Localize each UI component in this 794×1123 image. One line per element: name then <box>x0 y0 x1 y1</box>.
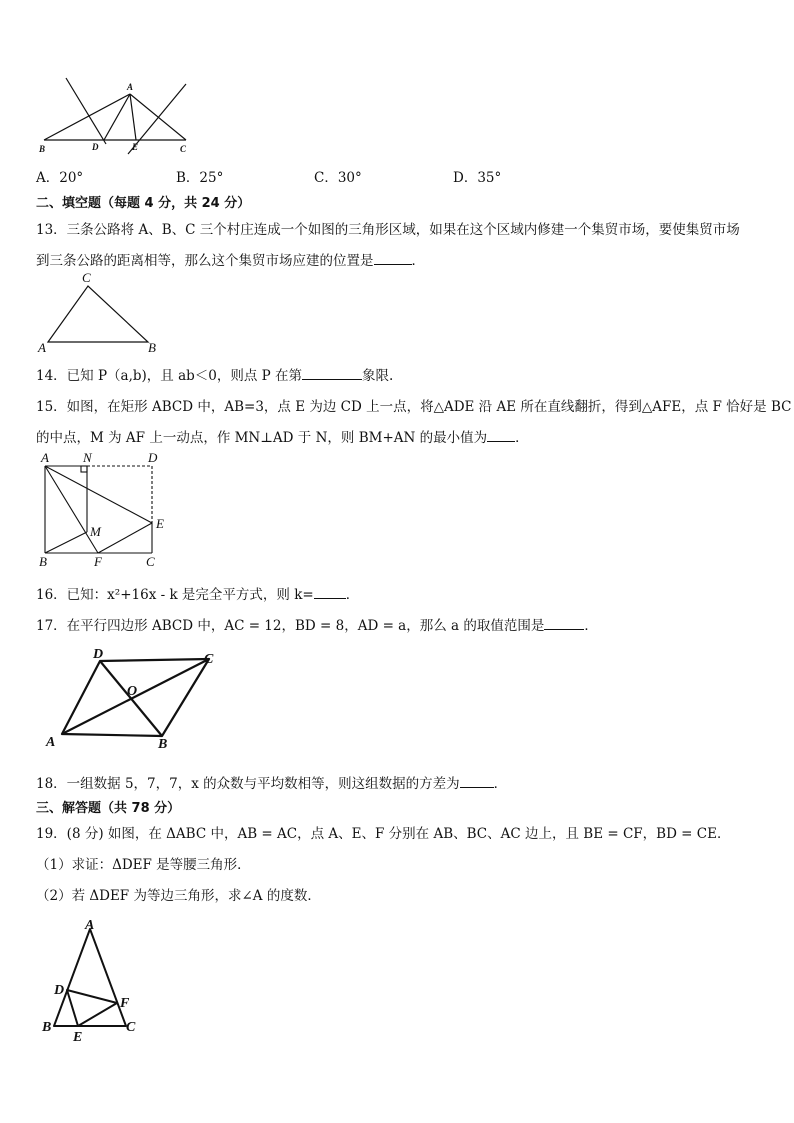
label-N: N <box>83 450 92 465</box>
q12-option-a: A．20° <box>36 170 84 186</box>
q15-line2 <box>36 426 529 446</box>
label-B: B <box>148 340 156 355</box>
label-F: F <box>120 996 130 1011</box>
label-O: O <box>127 684 138 699</box>
q12-option-c: C．30° <box>314 170 362 186</box>
q18-blank <box>460 773 494 788</box>
label-E: E <box>132 142 139 152</box>
label-A: A <box>127 82 134 92</box>
q18-end: ． <box>493 776 508 792</box>
label-B: B <box>39 554 47 569</box>
section-2-heading: 二、填空题（每题 4 分，共 24 分） <box>36 196 251 211</box>
label-C: C <box>204 652 214 667</box>
q14-line <box>36 364 393 384</box>
label-C: C <box>126 1020 136 1035</box>
q13-line2 <box>36 249 425 269</box>
label-C: C <box>146 554 155 569</box>
figure-q17 <box>40 645 230 755</box>
q13-text: 到三条公路的距离相等，那么这个集贸市场应建的位置是 <box>36 253 374 269</box>
q19-part2: （2）若 ΔDEF 为等边三角形，求∠A 的度数． <box>36 888 321 904</box>
q14-end: 象限. <box>362 368 394 384</box>
figure-q13 <box>36 272 166 354</box>
q15-end: ． <box>515 430 529 446</box>
label-D: D <box>92 142 99 152</box>
q16-text: 16．已知：x²+16x - k 是完全平方式，则 k= <box>36 587 314 603</box>
label-E: E <box>156 516 164 531</box>
label-B: B <box>42 1020 52 1035</box>
label-D: D <box>93 647 104 662</box>
q13-end: ． <box>411 253 425 269</box>
q14-blank <box>302 365 362 380</box>
q15-line1: 15．如图，在矩形 ABCD 中，AB=3，点 E 为边 CD 上一点，将△ADE 沿 AE 所在直线翻折，得到△AFE，点 F 恰好是 BC <box>36 399 792 415</box>
q18-text: 18．一组数据 5，7，7，x 的众数与平均数相等，则这组数据的方差为 <box>36 776 460 792</box>
q16-line <box>36 583 359 603</box>
q16-blank <box>314 584 346 599</box>
q14-text: 14．已知 P（a,b)，且 ab＜0，则点 P 在第 <box>36 368 303 384</box>
q17-end: ． <box>584 618 598 634</box>
figure-q19 <box>40 915 150 1045</box>
q15-text: 的中点，M 为 AF 上一动点，作 MN⊥AD 于 N，则 BM+AN 的最小值为 <box>36 430 488 446</box>
label-C: C <box>82 270 91 285</box>
section-3-heading: 三、解答题（共 78 分） <box>36 801 181 816</box>
figure-q15 <box>36 450 176 570</box>
q17-line <box>36 614 598 634</box>
label-A: A <box>38 340 46 355</box>
q12-option-d: D．35° <box>453 170 502 186</box>
label-F: F <box>94 554 102 569</box>
q17-text: 17．在平行四边形 ABCD 中，AC = 12，BD = 8，AD = a，那么 a 的取值范围是 <box>36 618 545 634</box>
q19-part1: （1）求证：ΔDEF 是等腰三角形． <box>36 857 251 873</box>
label-B: B <box>39 144 46 154</box>
label-B: B <box>158 737 168 752</box>
label-D: D <box>54 983 65 998</box>
q13-blank <box>374 250 412 265</box>
label-A: A <box>46 735 56 750</box>
label-A: A <box>85 918 95 933</box>
q17-blank <box>544 615 584 630</box>
label-C: C <box>180 144 187 154</box>
label-E: E <box>73 1030 83 1045</box>
q18-line <box>36 772 507 792</box>
label-A: A <box>41 450 49 465</box>
q15-blank <box>487 427 515 442</box>
figure-q12 <box>36 78 196 158</box>
q13-line1: 13．三条公路将 A、B、C 三个村庄连成一个如图的三角形区域，如果在这个区域内修建一个集贸市场，要使集贸市场 <box>36 222 740 238</box>
label-M: M <box>90 524 101 539</box>
q19-line1: 19．(8 分) 如图，在 ΔABC 中，AB = AC，点 A、E、F 分别在 AB、BC、AC 边上，且 BE = CF，BD = CE． <box>36 826 731 842</box>
q12-option-b: B．25° <box>176 170 224 186</box>
label-D: D <box>148 450 158 465</box>
q16-end: ． <box>345 587 360 603</box>
